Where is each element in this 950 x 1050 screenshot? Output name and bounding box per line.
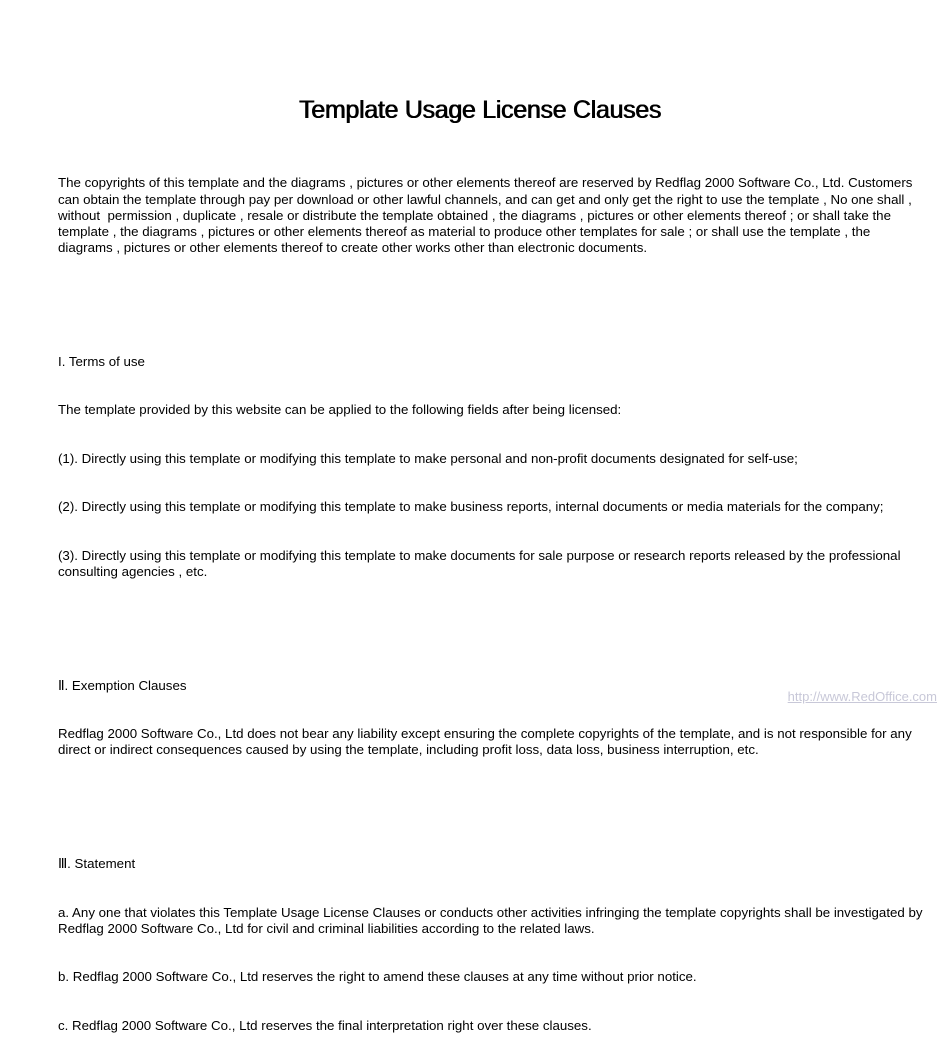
terms-item: (3). Directly using this template or modifying this template to make documents for sale purpose or research reports released by the professional consulting agencies , etc. xyxy=(58,548,905,580)
statement-item: a. Any one that violates this Template Usage License Clauses or conducts other activities infringing the template copyrights shall be investigated by Redflag 2000 Software Co., Ltd for civil and criminal liabilities according to the related laws. xyxy=(58,904,927,936)
paragraph-gap xyxy=(58,613,928,629)
intro-paragraph: The copyrights of this template and the diagrams , pictures or other elements thereof are reserved by Redflag 2000 Software Co., Ltd. Customers can obtain the template through pay per download or other lawful channels, and can get and only get the right to use the template , No one shall , without permission , duplicate , resale or distribute the template obtained , the diagrams , pictures or other elements thereof ; or shall take the template , the diagrams , pictures or other elements thereof as material to produce other templates for sale ; or shall use the template , the diagrams , pictures or other elements thereof to create other works other than electronic documents. xyxy=(58,175,917,256)
redoffice-link[interactable]: http://www.RedOffice.com xyxy=(787,689,937,704)
terms-lead: The template provided by this website can be applied to the following fields after being licensed: xyxy=(58,402,622,418)
document-body xyxy=(58,143,928,1050)
paragraph-gap xyxy=(58,289,928,305)
exemption-body: Redflag 2000 Software Co., Ltd does not bear any liability except ensuring the complete copyrights of the template, and is not responsible for any direct or indirect consequences caused by using the template, including profit loss, data loss, business interruption, etc. xyxy=(58,726,916,758)
terms-item: (2). Directly using this template or modifying this template to make business reports, internal documents or media materials for the company; xyxy=(58,499,884,515)
document-title: Template Usage License Clauses xyxy=(298,96,662,124)
statement-item: b. Redflag 2000 Software Co., Ltd reserves the right to amend these clauses at any time without prior notice. xyxy=(58,969,697,985)
terms-item: (1). Directly using this template or modifying this template to make personal and non-profit documents designated for self-use; xyxy=(58,450,798,466)
section-heading-exemption: Ⅱ. Exemption Clauses xyxy=(58,677,187,693)
statement-item: c. Redflag 2000 Software Co., Ltd reserves the final interpretation right over these clauses. xyxy=(58,1017,592,1033)
section-heading-statement: Ⅲ. Statement xyxy=(58,855,136,871)
section-heading-terms: I. Terms of use xyxy=(58,353,145,369)
paragraph-gap xyxy=(58,791,928,807)
